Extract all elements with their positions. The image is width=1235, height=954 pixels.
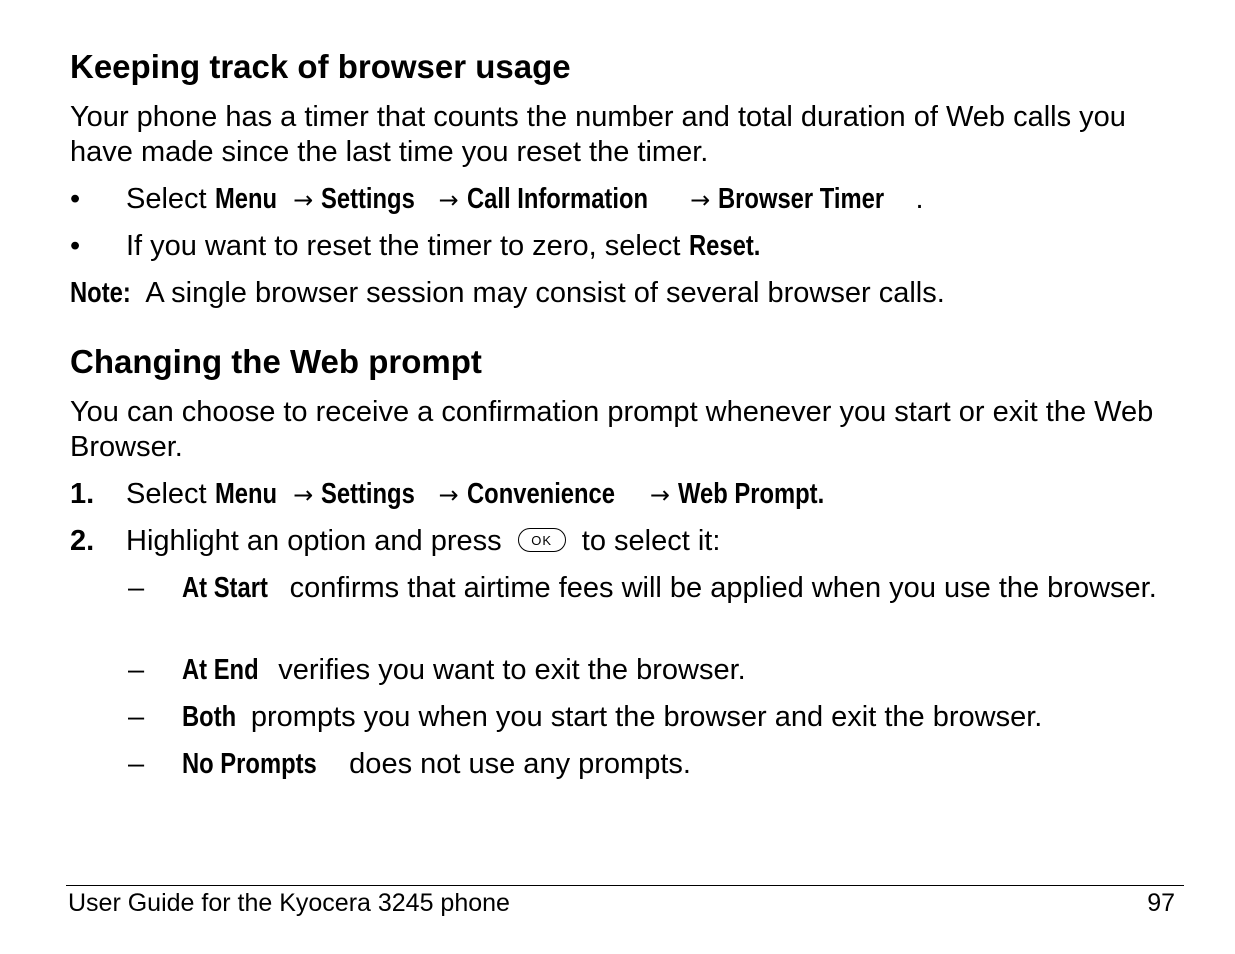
section-intro-browser-usage: Your phone has a timer that counts the number and total duration of Web calls you have made since the last time you reset the timer.: [70, 101, 1126, 168]
menu-path-item: Browser Timer: [718, 183, 885, 215]
dash-mark: –: [128, 701, 145, 733]
dash-mark: –: [128, 572, 145, 604]
menu-path-item: Call Information: [466, 183, 648, 215]
bullet-browser-timer: [126, 182, 924, 218]
option-name: No Prompts: [182, 748, 317, 780]
step-highlight-option: [126, 524, 720, 559]
arrow-right-icon: →: [293, 186, 314, 214]
menu-path-item: Menu: [214, 183, 277, 215]
step-text-after: to select it:: [573, 525, 721, 557]
note-text: A single browser session may consist of several browser calls.: [138, 277, 945, 309]
bullet-mark: •: [70, 183, 81, 215]
step-prefix: Select: [126, 478, 215, 510]
menu-path-item: Web Prompt.: [677, 478, 825, 510]
bullet-text: If you want to reset the timer to zero, select: [126, 230, 689, 262]
reset-command: Reset.: [688, 230, 760, 262]
note-label: Note:: [70, 277, 131, 309]
bullet-mark: •: [70, 230, 81, 262]
note: [70, 276, 945, 311]
arrow-right-icon: →: [438, 481, 459, 509]
option-desc: does not use any prompts.: [341, 748, 691, 780]
arrow-right-icon: →: [649, 481, 670, 509]
option-both: [182, 700, 1042, 735]
arrow-right-icon: →: [438, 186, 459, 214]
option-name: At Start: [182, 572, 268, 604]
arrow-right-icon: →: [293, 481, 314, 509]
menu-path-item: Menu: [214, 478, 277, 510]
section-heading-browser-usage: Keeping track of browser usage: [70, 48, 571, 85]
bullet-reset-timer: [126, 229, 770, 264]
footer-divider: [66, 885, 1184, 886]
menu-path-item: Convenience: [466, 478, 615, 510]
dash-mark: –: [128, 654, 145, 686]
step-select-web-prompt: [126, 477, 851, 513]
step-number: 1.: [70, 478, 95, 510]
bullet-prefix: Select: [126, 183, 215, 215]
ok-key-icon: OK: [518, 528, 566, 552]
step-text-before: Highlight an option and press: [126, 525, 510, 557]
menu-path-item: Settings: [321, 183, 416, 215]
dash-mark: –: [128, 748, 145, 780]
bullet-suffix: .: [915, 183, 924, 215]
option-at-start: [182, 571, 1172, 606]
option-at-end: [182, 653, 746, 688]
option-no-prompts: [182, 747, 691, 782]
option-desc: verifies you want to exit the browser.: [270, 654, 746, 686]
step-number: 2.: [70, 525, 95, 557]
page-number: 97: [1147, 889, 1175, 917]
option-desc: confirms that airtime fees will be applied when you use the browser.: [281, 572, 1157, 604]
option-desc: prompts you when you start the browser and exit the browser.: [242, 701, 1043, 733]
section-intro-web-prompt: You can choose to receive a confirmation prompt whenever you start or exit the Web Browser.: [70, 396, 1154, 463]
menu-path-item: Settings: [321, 478, 416, 510]
option-name: At End: [182, 654, 259, 686]
section-heading-web-prompt: Changing the Web prompt: [70, 343, 482, 380]
arrow-right-icon: →: [690, 186, 711, 214]
footer-title: User Guide for the Kyocera 3245 phone: [68, 889, 510, 917]
option-name: Both: [182, 701, 237, 733]
